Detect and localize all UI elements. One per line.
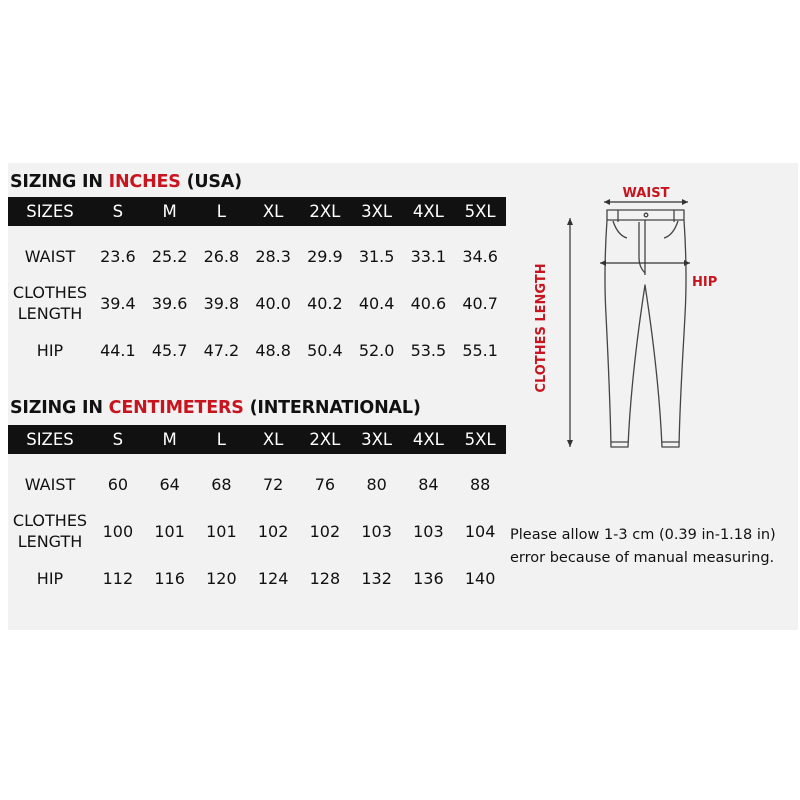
note-line-1: Please allow 1-3 cm (0.39 in-1.18 in) xyxy=(510,527,776,543)
cm-size-s: S xyxy=(112,430,124,449)
clothes-length-label: CLOTHES LENGTH xyxy=(534,263,549,393)
pants-icon xyxy=(605,210,686,447)
inches-title xyxy=(10,172,242,192)
row-label: WAIST xyxy=(24,474,76,494)
table-cell: 47.2 xyxy=(203,340,240,360)
cm-size-l: L xyxy=(216,430,226,449)
table-cell: 52.0 xyxy=(358,340,395,360)
cm-size-m: M xyxy=(162,430,177,449)
table-cell: 112 xyxy=(102,568,134,588)
table-cell: 60 xyxy=(107,474,129,494)
pants-measurement-diagram xyxy=(520,180,740,460)
waist-label: WAIST xyxy=(622,186,670,201)
table-cell: 140 xyxy=(464,568,496,588)
inches-size-4xl: 4XL xyxy=(412,202,444,221)
table-cell: 101 xyxy=(206,521,237,541)
measurement-note xyxy=(510,524,776,570)
inches-header-row xyxy=(8,197,506,226)
table-cell: 23.6 xyxy=(100,246,136,266)
table-cell: 50.4 xyxy=(307,340,343,360)
table-cell: 31.5 xyxy=(358,246,395,266)
table-row xyxy=(8,556,506,600)
centimeters-table xyxy=(8,425,506,600)
cm-title-unit: CENTIMETERS xyxy=(108,398,244,418)
table-cell: 102 xyxy=(257,521,289,541)
inches-size-l: L xyxy=(216,202,226,221)
table-cell: 72 xyxy=(262,474,284,494)
table-cell: 44.1 xyxy=(100,340,136,360)
table-cell: 34.6 xyxy=(462,246,498,266)
cm-size-4xl: 4XL xyxy=(412,430,444,449)
table-row xyxy=(8,328,506,372)
table-cell: 45.7 xyxy=(151,340,188,360)
table-cell: 39.8 xyxy=(203,293,240,313)
table-row xyxy=(8,506,506,556)
table-row xyxy=(8,234,506,278)
table-cell: 88 xyxy=(469,474,491,494)
table-cell: 64 xyxy=(159,474,180,494)
inches-size-2xl: 2XL xyxy=(309,202,341,221)
table-row xyxy=(8,462,506,506)
inches-title-prefix: SIZING IN xyxy=(10,172,109,192)
table-cell: 40.2 xyxy=(307,293,343,313)
table-cell: 84 xyxy=(418,474,439,494)
row-label-line-1: CLOTHES xyxy=(12,511,88,530)
table-cell: 104 xyxy=(464,521,496,541)
inches-title-unit: INCHES xyxy=(108,172,181,192)
inches-size-s: S xyxy=(112,202,124,221)
inches-table xyxy=(8,197,506,372)
inches-size-3xl: 3XL xyxy=(361,202,393,221)
inches-title-suffix: (USA) xyxy=(180,172,242,192)
row-label-line-2: LENGTH xyxy=(17,532,83,551)
table-cell: 40.7 xyxy=(462,293,498,313)
table-row xyxy=(8,278,506,328)
table-cell: 53.5 xyxy=(410,340,447,360)
table-cell: 102 xyxy=(309,521,341,541)
table-cell: 128 xyxy=(309,568,341,588)
cm-title-prefix: SIZING IN xyxy=(10,398,109,418)
table-cell: 28.3 xyxy=(255,246,291,266)
table-cell: 100 xyxy=(102,521,134,541)
table-cell: 136 xyxy=(413,568,444,588)
centimeters-title xyxy=(10,398,421,418)
hip-label: HIP xyxy=(692,275,718,290)
cm-header-label: SIZES xyxy=(26,430,74,449)
table-cell: 80 xyxy=(366,474,387,494)
table-cell: 39.6 xyxy=(151,293,188,313)
cm-size-2xl: 2XL xyxy=(309,430,341,449)
cm-size-xl: XL xyxy=(262,430,284,449)
cm-header-row xyxy=(8,425,506,454)
inches-size-xl: XL xyxy=(262,202,284,221)
table-cell: 68 xyxy=(211,474,232,494)
table-cell: 132 xyxy=(361,568,392,588)
table-cell: 33.1 xyxy=(410,246,447,266)
inches-header-label: SIZES xyxy=(26,202,74,221)
cm-size-3xl: 3XL xyxy=(361,430,393,449)
table-cell: 40.0 xyxy=(255,293,291,313)
length-arrow xyxy=(567,218,573,447)
table-cell: 124 xyxy=(257,568,289,588)
table-cell: 40.6 xyxy=(410,293,447,313)
cm-size-5xl: 5XL xyxy=(464,430,496,449)
table-cell: 76 xyxy=(314,474,336,494)
cm-title-suffix: (INTERNATIONAL) xyxy=(243,398,421,418)
table-cell: 29.9 xyxy=(307,246,343,266)
table-cell: 26.8 xyxy=(203,246,240,266)
table-cell: 116 xyxy=(154,568,185,588)
row-label xyxy=(8,510,92,552)
table-cell: 55.1 xyxy=(462,340,498,360)
table-cell: 101 xyxy=(154,521,185,541)
table-cell: 103 xyxy=(361,521,392,541)
table-cell: 48.8 xyxy=(255,340,291,360)
table-cell: 25.2 xyxy=(151,246,188,266)
row-label: HIP xyxy=(36,340,64,360)
row-label: WAIST xyxy=(24,246,76,266)
row-label: HIP xyxy=(36,568,64,588)
table-cell: 40.4 xyxy=(358,293,395,313)
inches-size-m: M xyxy=(162,202,177,221)
row-label-line-2: LENGTH xyxy=(17,304,83,323)
table-cell: 120 xyxy=(206,568,237,588)
note-line-2: error because of manual measuring. xyxy=(510,550,775,566)
inches-size-5xl: 5XL xyxy=(464,202,496,221)
table-cell: 39.4 xyxy=(100,293,136,313)
row-label-line-1: CLOTHES xyxy=(12,283,88,302)
table-cell: 103 xyxy=(413,521,444,541)
row-label xyxy=(8,282,92,324)
